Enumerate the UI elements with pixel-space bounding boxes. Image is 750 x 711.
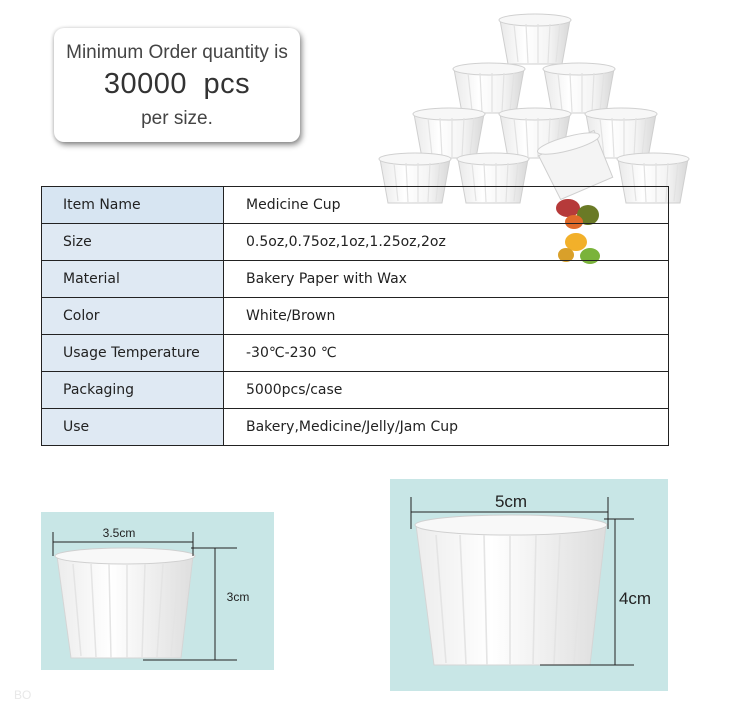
small-cup-dimension-panel bbox=[41, 512, 274, 670]
moq-quantity: 30000 pcs bbox=[103, 68, 251, 100]
large-cup-image bbox=[390, 479, 668, 691]
small-cup-width-label: 3.5cm bbox=[102, 526, 136, 540]
minimum-order-callout bbox=[54, 28, 300, 142]
spec-key: Item Name bbox=[42, 187, 224, 224]
table-row bbox=[42, 187, 669, 224]
small-cup-image bbox=[41, 512, 274, 670]
spec-value: Bakery Paper with Wax bbox=[224, 261, 669, 298]
table-row bbox=[42, 372, 669, 409]
spec-key: Material bbox=[42, 261, 224, 298]
spec-value: Medicine Cup bbox=[224, 187, 669, 224]
large-cup-height-label: 4cm bbox=[618, 589, 652, 608]
large-cup-dimension-panel bbox=[390, 479, 668, 691]
spec-value: 0.5oz,0.75oz,1oz,1.25oz,2oz bbox=[224, 224, 669, 261]
small-cup-height-label: 3cm bbox=[226, 590, 250, 604]
spec-key: Size bbox=[42, 224, 224, 261]
spec-value: -30℃-230 ℃ bbox=[224, 335, 669, 372]
spec-value: White/Brown bbox=[224, 298, 669, 335]
table-row bbox=[42, 298, 669, 335]
moq-line-3: per size. bbox=[141, 108, 213, 129]
table-row bbox=[42, 335, 669, 372]
spec-key: Use bbox=[42, 409, 224, 446]
table-row bbox=[42, 224, 669, 261]
table-row bbox=[42, 409, 669, 446]
table-row bbox=[42, 261, 669, 298]
spec-value: Bakery,Medicine/Jelly/Jam Cup bbox=[224, 409, 669, 446]
watermark: BO bbox=[14, 688, 32, 702]
moq-line-1: Minimum Order quantity is bbox=[66, 42, 288, 63]
spec-key: Packaging bbox=[42, 372, 224, 409]
spec-key: Color bbox=[42, 298, 224, 335]
large-cup-width-label: 5cm bbox=[494, 492, 528, 511]
specification-table bbox=[41, 186, 669, 446]
spec-value: 5000pcs/case bbox=[224, 372, 669, 409]
spec-key: Usage Temperature bbox=[42, 335, 224, 372]
